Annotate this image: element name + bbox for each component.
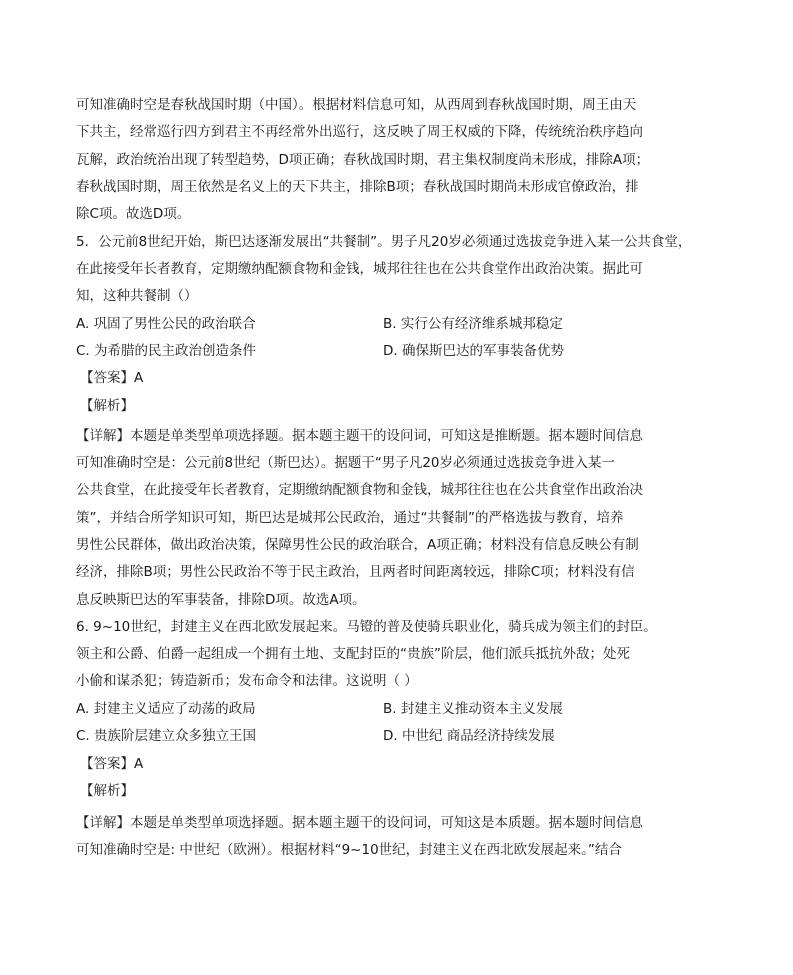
- q4-analysis-line-3: 瓦解，政治统治出现了转型趋势，D项正确；春秋战国时期，君主集权制度尚未形成，排除A项；: [76, 152, 650, 168]
- q6-detail-line-1: 【详解】本题是单类型单项选择题。据本题主题干的设问词，可知这是本质题。据本题时间信息: [76, 815, 643, 831]
- q4-analysis-line-2: 下共主，经常巡行四方到君主不再经常外出巡行，这反映了周王权威的下降，传统统治秩序趋向: [76, 124, 643, 140]
- q5-detail-line-1: 【详解】本题是单类型单项选择题。据本题主题干的设问词，可知这是推断题。据本题时间信息: [76, 428, 643, 444]
- q6-answer: 【答案】A: [80, 756, 144, 772]
- q6-stem-line-1: 6. 9~10世纪，封建主义在西北欧发展起来。马镫的普及使骑兵职业化，骑兵成为领主们的封臣。: [76, 619, 657, 635]
- q5-detail-line-4: 策”，并结合所学知识可知，斯巴达是城邦公民政治，通过“共餐制”的严格选拔与教育，培养: [76, 510, 624, 526]
- q5-detail-line-6: 经济，排除B项；男性公民政治不等于民主政治，且两者时间距离较远，排除C项；材料没有信: [76, 564, 635, 580]
- q5-answer: 【答案】A: [80, 370, 144, 386]
- q5-option-a: A. 巩固了男性公民的政治联合: [76, 316, 256, 332]
- q4-analysis-line-4: 春秋战国时期，周王依然是名义上的天下共主，排除B项；春秋战国时期尚未形成官僚政治，排: [76, 179, 639, 195]
- q6-option-c: C. 贵族阶层建立众多独立王国: [76, 728, 257, 744]
- q6-option-d: D. 中世纪 商品经济持续发展: [383, 728, 555, 744]
- q5-option-b: B. 实行公有经济维系城邦稳定: [383, 316, 563, 332]
- q6-stem-line-2: 领主和公爵、伯爵一起组成一个拥有土地、支配封臣的“贵族”阶层，他们派兵抵抗外敌；处死: [76, 646, 630, 662]
- q6-option-a: A. 封建主义适应了动荡的政局: [76, 701, 256, 717]
- q5-stem-line-1: 5．公元前8世纪开始，斯巴达逐渐发展出“共餐制”。男子凡20岁必须通过选拔竞争进入某一公共食堂，: [76, 234, 692, 250]
- q5-detail-line-2: 可知准确时空是：公元前8世纪（斯巴达）。据题干“男子凡20岁必须通过选拔竞争进入某一: [76, 455, 616, 471]
- q5-analysis-heading: 【解析】: [80, 398, 134, 414]
- q6-detail-line-2: 可知准确时空是: 中世纪（欧洲）。根据材料“9~10世纪，封建主义在西北欧发展起来。”结合: [76, 842, 622, 858]
- q5-detail-line-5: 男性公民群体，做出政治决策，保障男性公民的政治联合，A项正确；材料没有信息反映公有制: [76, 537, 639, 553]
- q5-detail-line-7: 息反映斯巴达的军事装备，排除D项。故选A项。: [76, 592, 366, 608]
- q4-analysis-line-5: 除C项。故选D项。: [76, 206, 191, 222]
- q6-analysis-heading: 【解析】: [80, 783, 134, 799]
- q6-stem-line-3: 小偷和谋杀犯；铸造新币；发布命令和法律。这说明（ ）: [76, 673, 418, 689]
- q5-option-d: D. 确保斯巴达的军事装备优势: [383, 343, 564, 359]
- q5-option-c: C. 为希腊的民主政治创造条件: [76, 343, 257, 359]
- q5-detail-line-3: 公共食堂，在此接受年长者教育，定期缴纳配额食物和金钱，城邦往往也在公共食堂作出政治决: [76, 482, 643, 498]
- q5-stem-line-2: 在此接受年长者教育，定期缴纳配额食物和金钱，城邦往往也在公共食堂作出政治决策。据此可: [76, 261, 643, 277]
- q4-analysis-line-1: 可知准确时空是春秋战国时期（中国）。根据材料信息可知，从西周到春秋战国时期，周王由天: [76, 97, 637, 113]
- q5-stem-line-3: 知，这种共餐制（）: [76, 288, 198, 304]
- q6-option-b: B. 封建主义推动资本主义发展: [383, 701, 563, 717]
